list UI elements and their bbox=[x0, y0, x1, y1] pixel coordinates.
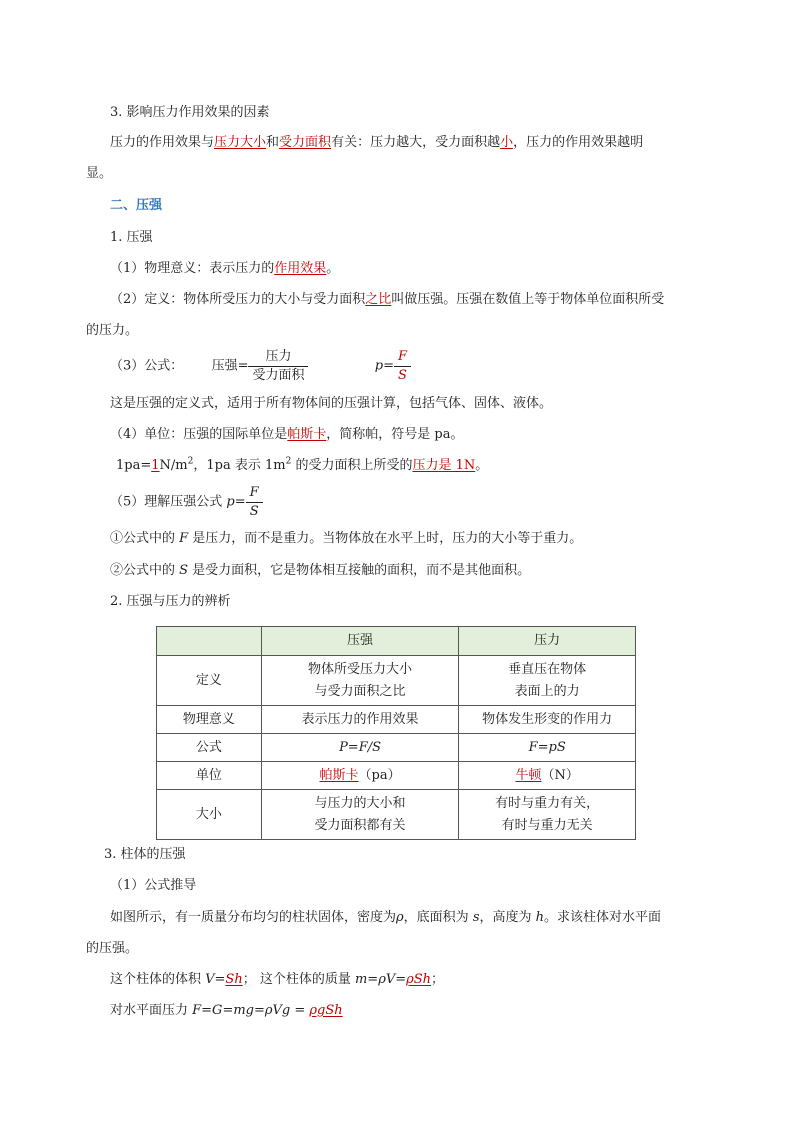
blank-answer: 作用效果 bbox=[274, 261, 327, 276]
table-cell: 有时与重力有关， 有时与重力无关 bbox=[459, 790, 636, 840]
s3-line1: 压力的作用效果与压力大小和受力面积有关：压力越大，受力面积越小，压力的作用效果越明 bbox=[110, 135, 644, 150]
p3-text1: 如图所示，有一质量分布均匀的柱状固体，密度为ρ，底面积为 s，高度为 h。求该柱体对水平面 bbox=[110, 910, 662, 925]
table-header bbox=[157, 627, 262, 656]
comparison-table bbox=[156, 626, 636, 840]
p1-understand: （5）理解压强公式 p= $\frac{F}{S}$ bbox=[110, 484, 263, 524]
blank-answer: 压力大小 bbox=[214, 135, 267, 150]
blank-answer: 压力是 1N bbox=[412, 458, 476, 473]
table-cell: 表示压力的作用效果 bbox=[261, 706, 459, 734]
p3-force: 对水平面压力 F=G=mg=ρVg = ρgSh bbox=[110, 1003, 343, 1018]
blank-answer: 之比 bbox=[365, 292, 392, 307]
table-cell: 物体所受压力大小 与受力面积之比 bbox=[261, 656, 459, 706]
table-cell: P=F/S bbox=[261, 734, 459, 762]
row-label: 公式 bbox=[157, 734, 262, 762]
row-label: 大小 bbox=[157, 790, 262, 840]
p1-formula: （3）公式： 压强= $\frac{\text{压力}}{\text{受力面积}}$ p= $\frac{F}{S}$ bbox=[110, 348, 411, 388]
p2-title: 2. 压强与压力的辨析 bbox=[110, 594, 231, 609]
table-row bbox=[157, 762, 636, 790]
p3-title: 3. 柱体的压强 bbox=[104, 847, 186, 862]
p1-note1: ①公式中的 F 是压力，而不是重力。当物体放在水平上时，压力的大小等于重力。 bbox=[110, 531, 583, 546]
s3-line2: 显。 bbox=[86, 166, 113, 181]
symbol-fraction: $\frac{F}{S}$ bbox=[246, 484, 263, 521]
table-cell: 帕斯卡（pa） bbox=[261, 762, 459, 790]
blank-answer: 帕斯卡 bbox=[287, 427, 327, 442]
p3-volume: 这个柱体的体积 V=Sh； 这个柱体的质量 m=ρV=ρSh； bbox=[110, 972, 445, 987]
s3-title: 3. 影响压力作用效果的因素 bbox=[110, 105, 270, 120]
p1-note2: ②公式中的 S 是受力面积，它是物体相互接触的面积，而不是其他面积。 bbox=[110, 563, 531, 578]
row-label: 定义 bbox=[157, 656, 262, 706]
row-label: 物理意义 bbox=[157, 706, 262, 734]
table-header: 压力 bbox=[459, 627, 636, 656]
table-header-row bbox=[157, 627, 636, 656]
blank-answer: ρgSh bbox=[309, 1003, 343, 1018]
blank-answer: 受力面积 bbox=[279, 135, 332, 150]
p1-formula-note: 这是压强的定义式，适用于所有物体间的压强计算，包括气体、固体、液体。 bbox=[110, 396, 553, 411]
table-cell: 牛顿（N） bbox=[459, 762, 636, 790]
blank-answer: 1 bbox=[151, 458, 160, 473]
blank-answer: Sh bbox=[225, 972, 243, 987]
table-header: 压强 bbox=[261, 627, 459, 656]
symbol-fraction: $\frac{F}{S}$ bbox=[394, 348, 411, 385]
table-cell: 与压力的大小和 受力面积都有关 bbox=[261, 790, 459, 840]
table-cell: F=pS bbox=[459, 734, 636, 762]
p3-sub: （1）公式推导 bbox=[110, 878, 197, 893]
table-row bbox=[157, 656, 636, 706]
p1-unit: （4）单位：压强的国际单位是帕斯卡，简称帕，符号是 pa。 bbox=[110, 427, 464, 442]
row-label: 单位 bbox=[157, 762, 262, 790]
p1-def-line1: （2）定义：物体所受压力的大小与受力面积之比叫做压强。压强在数值上等于物体单位面积所受 bbox=[110, 292, 665, 307]
section-heading: 二、压强 bbox=[110, 198, 163, 213]
p1-def-line2: 的压力。 bbox=[86, 323, 139, 338]
blank-answer: 小 bbox=[500, 135, 514, 150]
word-fraction: $\frac{\text{压力}}{\text{受力面积}}$ bbox=[248, 348, 308, 385]
p1-meaning: （1）物理意义：表示压力的作用效果。 bbox=[110, 261, 340, 276]
table-cell: 物体发生形变的作用力 bbox=[459, 706, 636, 734]
p1-title: 1. 压强 bbox=[110, 230, 153, 245]
table-row bbox=[157, 734, 636, 762]
table-row bbox=[157, 790, 636, 840]
p1-unit2: $1pa=1N/m^2$，1pa 表示 $1m^2$ 的受力面积上所受的压力是 1N。 bbox=[116, 456, 489, 473]
table-row bbox=[157, 706, 636, 734]
blank-answer: 帕斯卡 bbox=[319, 767, 359, 783]
blank-answer: ρSh bbox=[406, 972, 432, 987]
p3-text2: 的压强。 bbox=[86, 941, 139, 956]
table-cell: 垂直压在物体 表面上的力 bbox=[459, 656, 636, 706]
blank-answer: 牛顿 bbox=[515, 767, 542, 783]
